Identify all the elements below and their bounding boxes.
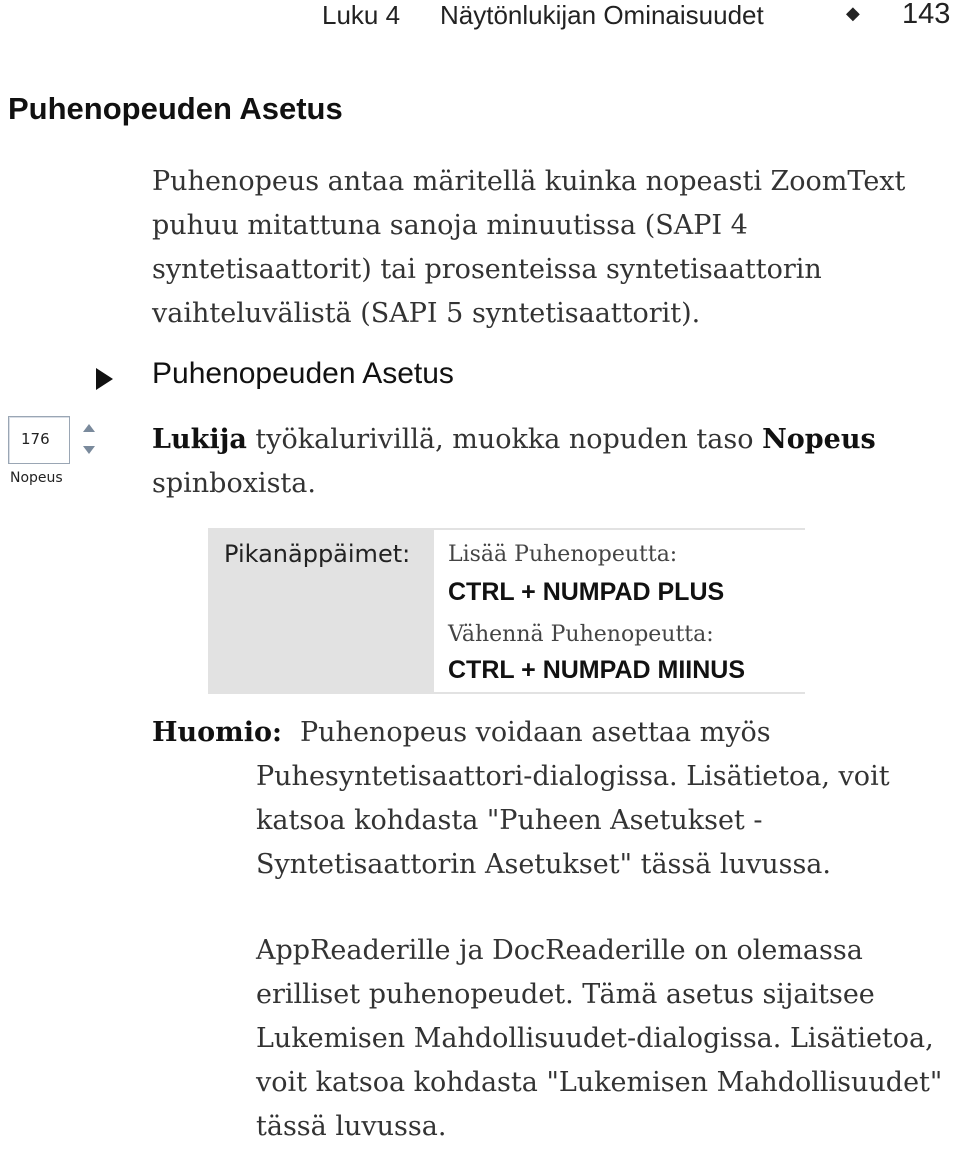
spinbox-label: Nopeus: [10, 470, 63, 486]
step-bold-control: Nopeus: [762, 424, 876, 455]
note-label: Huomio:: [152, 717, 282, 748]
shortcut-label: Pikanäppäimet:: [224, 540, 411, 568]
page-number: 143: [902, 0, 951, 30]
info-paragraph: AppReaderille ja DocReaderille on olemassa erilliset puhenopeudet. Tämä asetus sijaitsee Lukemisen Mahdollisuudet-dialogissa. Lisätietoa, voit katsoa kohdasta "Lukemisen Mahdollisuudet" tässä luvussa.: [256, 935, 943, 1142]
spin-down-button[interactable]: [80, 441, 98, 461]
intro-paragraph: Puhenopeus antaa märitellä kuinka nopeasti ZoomText puhuu mitattuna sanoja minuutissa (SAPI 4 syntetisaattorit) tai prosenteissa syntetisaattorin vaihteluvälistä (SAPI 5 syntetisaattorit).: [152, 166, 906, 329]
arrow-up-icon: [83, 424, 95, 432]
section-heading: Puhenopeuden Asetus: [8, 91, 343, 126]
shortcut-description: Lisää Puhenopeutta:: [448, 542, 678, 567]
step-text-end: spinboxista.: [152, 468, 316, 499]
spinbox-input[interactable]: [8, 416, 70, 464]
shortcut-description: Vähennä Puhenopeutta:: [448, 622, 714, 647]
spin-up-button[interactable]: [80, 419, 98, 439]
spinbox-value: 176: [21, 430, 50, 448]
arrow-down-icon: [83, 446, 95, 454]
note-text: Puhesyntetisaattori-dialogissa. Lisätietoa, voit katsoa kohdasta "Puheen Asetukset - Syntetisaattorin Asetukset" tässä luvussa.: [256, 761, 890, 880]
procedure-step: [152, 418, 932, 506]
shortcut-keys: CTRL + NUMPAD PLUS: [448, 578, 725, 606]
step-text: työkalurivillä, muokka nopuden taso: [246, 424, 763, 455]
step-bold-toolbar: Lukija: [152, 424, 247, 455]
speed-spinbox: [8, 416, 98, 492]
chapter-title: Näytönlukijan Ominaisuudet: [440, 0, 764, 30]
spinbox-buttons: [76, 416, 102, 464]
shortcut-list: [434, 528, 805, 694]
diamond-separator-icon: ◆: [846, 3, 860, 23]
note-first-line: Puhenopeus voidaan asettaa myös: [300, 717, 771, 748]
shortcut-keys-panel: [208, 528, 805, 694]
procedure-arrow-icon: [96, 368, 113, 390]
procedure-title: Puhenopeuden Asetus: [152, 357, 454, 390]
chapter-label: Luku 4: [322, 0, 401, 30]
page-header: [0, 0, 960, 34]
shortcut-keys: CTRL + NUMPAD MIINUS: [448, 656, 745, 684]
